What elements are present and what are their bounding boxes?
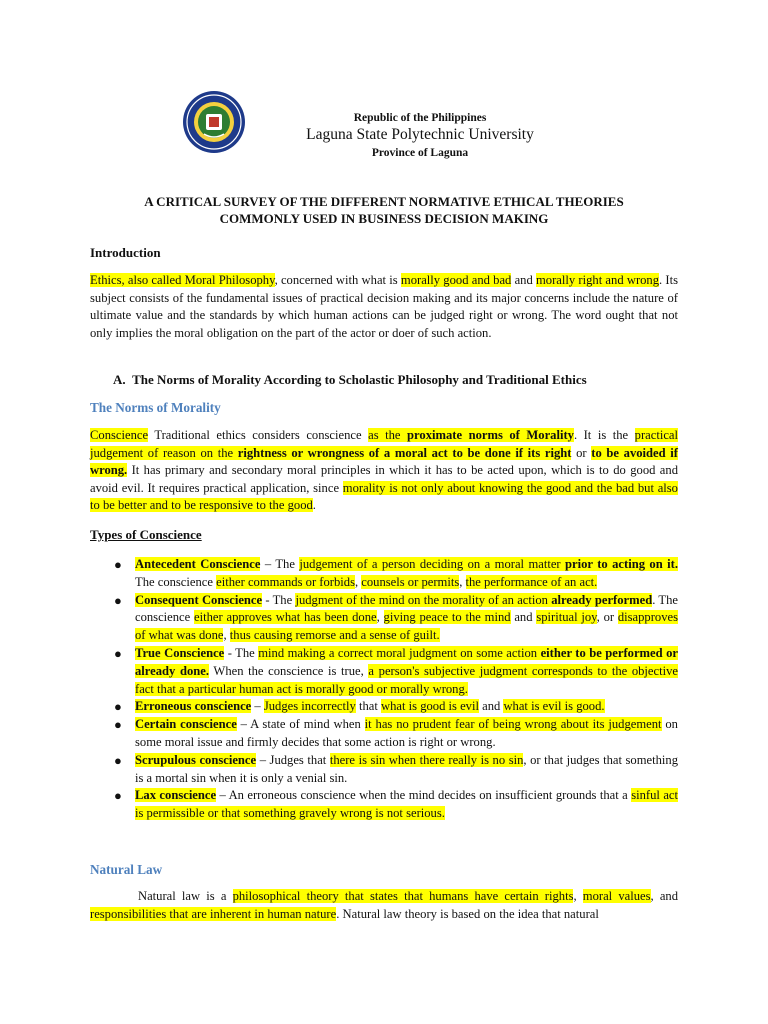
highlighted-text: mind making a correct moral judgment on some action bbox=[258, 645, 541, 660]
text-run: , bbox=[459, 574, 466, 589]
highlighted-text: sinful act is permissible or that something gravely wrong is not serious. bbox=[135, 788, 679, 821]
text-run: – A state of mind when bbox=[236, 717, 365, 732]
text-run: Traditional ethics considers conscience bbox=[148, 428, 369, 442]
text-run: - The bbox=[224, 645, 259, 660]
text-run: – The bbox=[260, 557, 300, 571]
highlighted-text: Antecedent Conscience bbox=[135, 557, 261, 571]
intro-paragraph bbox=[90, 272, 678, 342]
bullet-icon: ● bbox=[114, 752, 122, 768]
intro-heading: Introduction bbox=[90, 245, 161, 260]
types-list bbox=[90, 556, 678, 823]
highlighted-text: giving peace to the mind bbox=[383, 610, 511, 625]
text-run: . The conscience bbox=[135, 592, 678, 625]
highlighted-text: philosophical theory that states that humans have certain rights bbox=[232, 889, 574, 903]
highlighted-text: moral values bbox=[582, 889, 651, 903]
conscience-type-item bbox=[90, 592, 678, 645]
text-run: , and bbox=[650, 889, 679, 903]
section-a-marker: A. bbox=[113, 372, 126, 387]
section-a-title: The Norms of Morality According to Scholastic Philosophy and Traditional Ethics bbox=[132, 372, 587, 387]
highlighted-text: Consequent Conscience bbox=[135, 592, 263, 607]
text-run: - The bbox=[262, 592, 296, 607]
header-university: Laguna State Polytechnic University bbox=[306, 126, 534, 143]
highlighted-text: already performed bbox=[551, 592, 653, 607]
highlighted-text: spiritual joy bbox=[536, 610, 597, 625]
highlighted-text: prior to acting on it. bbox=[565, 557, 678, 571]
text-run: The conscience bbox=[135, 574, 217, 589]
highlighted-text: Judges incorrectly bbox=[263, 699, 356, 714]
text-run: Natural law is a bbox=[138, 889, 233, 903]
natural-law-heading: Natural Law bbox=[90, 862, 163, 877]
conscience-type-item bbox=[90, 698, 678, 716]
bullet-icon: ● bbox=[114, 592, 122, 608]
highlighted-text: responsibilities that are inherent in human nature bbox=[90, 906, 337, 921]
highlighted-text: morality is not only about knowing the good and the bad but also to be better and to be responsive to the good bbox=[90, 480, 678, 513]
text-run: , or that judges that something is a mortal sin when it is only a venial sin. bbox=[135, 752, 678, 785]
text-run: , bbox=[376, 610, 384, 625]
bullet-icon: ● bbox=[114, 788, 122, 804]
highlighted-text: Conscience bbox=[90, 428, 149, 442]
bullet-icon: ● bbox=[114, 717, 122, 733]
text-run: When the conscience is true, bbox=[209, 663, 369, 678]
document-title bbox=[90, 193, 678, 227]
title-line-2: COMMONLY USED IN BUSINESS DECISION MAKING bbox=[219, 211, 549, 226]
text-run: , bbox=[573, 889, 583, 903]
bullet-icon: ● bbox=[114, 645, 122, 661]
highlighted-text: as the bbox=[368, 428, 408, 442]
highlighted-text: morally good and bad bbox=[400, 273, 512, 287]
highlighted-text: either commands or forbids bbox=[216, 574, 355, 589]
highlighted-text: a person's subjective judgment corresponds to the objective fact that a particular human act is morally good or morally wrong. bbox=[135, 663, 678, 696]
text-run: that bbox=[355, 699, 382, 714]
highlighted-text: Ethics, also called Moral Philosophy bbox=[90, 273, 275, 287]
text-run: – An erroneous conscience when the mind decides on insufficient grounds that a bbox=[216, 788, 632, 803]
conscience-type-item bbox=[90, 787, 678, 823]
highlighted-text: Certain conscience bbox=[135, 717, 237, 732]
highlighted-text: counsels or permits bbox=[361, 574, 460, 589]
highlighted-text: rightness or wrongness of a moral act to be done if its right bbox=[237, 445, 572, 460]
header-province: Province of Laguna bbox=[371, 147, 469, 159]
conscience-type-item bbox=[90, 716, 678, 752]
text-run: or bbox=[571, 445, 592, 460]
bullet-icon: ● bbox=[114, 557, 122, 572]
text-run: , bbox=[223, 628, 230, 643]
highlighted-text: to be avoided if wrong. bbox=[90, 445, 678, 478]
text-run: . Its subject consists of the fundamental issues of practical decision making and its major concerns include the nature of ultimate value and the standards by which human actions can be judged right or wrong. The word ought that not only implies the moral obligation on the part of the actor or doer of such action. bbox=[90, 273, 679, 340]
highlighted-text: judgement of a person deciding on a moral matter bbox=[299, 557, 566, 571]
text-run: . It is the bbox=[573, 428, 635, 442]
text-run: , or bbox=[596, 610, 618, 625]
text-run: and bbox=[478, 699, 504, 714]
text-run: . bbox=[312, 498, 316, 513]
text-run: and bbox=[511, 273, 536, 287]
types-heading bbox=[90, 526, 678, 544]
section-a-heading bbox=[113, 371, 693, 389]
highlighted-text: proximate norms of Morality bbox=[407, 428, 574, 442]
text-run: It has primary and secondary moral principles in which it has to be acted upon, which is to do good and avoid evil. It requires practical application, since bbox=[90, 463, 678, 495]
text-run: . Natural law theory is based on the idea that natural bbox=[336, 906, 599, 921]
norms-heading: The Norms of Morality bbox=[90, 400, 221, 415]
highlighted-text: True Conscience bbox=[135, 645, 225, 660]
header-republic: Republic of the Philippines bbox=[353, 112, 487, 124]
highlighted-text: practical judgement of reason on the bbox=[90, 428, 679, 460]
natural-law-paragraph bbox=[90, 888, 678, 923]
highlighted-text: Erroneous conscience bbox=[135, 699, 252, 714]
highlighted-text: thus causing remorse and a sense of guilt. bbox=[229, 628, 440, 643]
highlighted-text: Lax conscience bbox=[135, 788, 217, 803]
highlighted-text: Scrupulous conscience bbox=[135, 752, 257, 767]
highlighted-text: judgment of the mind on the morality of an action bbox=[295, 592, 552, 607]
highlighted-text: morally right and wrong bbox=[536, 273, 660, 287]
highlighted-text: either to be performed or already done. bbox=[135, 645, 678, 678]
text-run: on some moral issue and firmly decides that some action is right or wrong. bbox=[135, 717, 678, 749]
conscience-type-item bbox=[90, 752, 678, 788]
highlighted-text: the performance of an act. bbox=[465, 574, 598, 589]
highlighted-text: there is sin when there really is no sin bbox=[329, 752, 524, 767]
highlighted-text: it has no prudent fear of being wrong about its judgement bbox=[364, 717, 662, 732]
text-run: , concerned with what is bbox=[274, 273, 401, 287]
highlighted-text: what is good is evil bbox=[381, 699, 479, 714]
text-run: – bbox=[251, 699, 264, 714]
text-run: – Judges that bbox=[256, 752, 330, 767]
highlighted-text: disapproves of what was done bbox=[135, 610, 679, 643]
highlighted-text: either approves what has been done bbox=[194, 610, 377, 625]
conscience-type-item bbox=[90, 645, 678, 698]
types-heading-text: Types of Conscience bbox=[90, 527, 202, 542]
conscience-type-item bbox=[90, 556, 678, 592]
norms-paragraph bbox=[90, 427, 678, 515]
title-line-1: A CRITICAL SURVEY OF THE DIFFERENT NORMATIVE ETHICAL THEORIES bbox=[144, 194, 624, 209]
text-run: and bbox=[510, 610, 537, 625]
text-run: , bbox=[354, 574, 362, 589]
bullet-icon: ● bbox=[114, 699, 122, 715]
highlighted-text: what is evil is good. bbox=[503, 699, 605, 714]
